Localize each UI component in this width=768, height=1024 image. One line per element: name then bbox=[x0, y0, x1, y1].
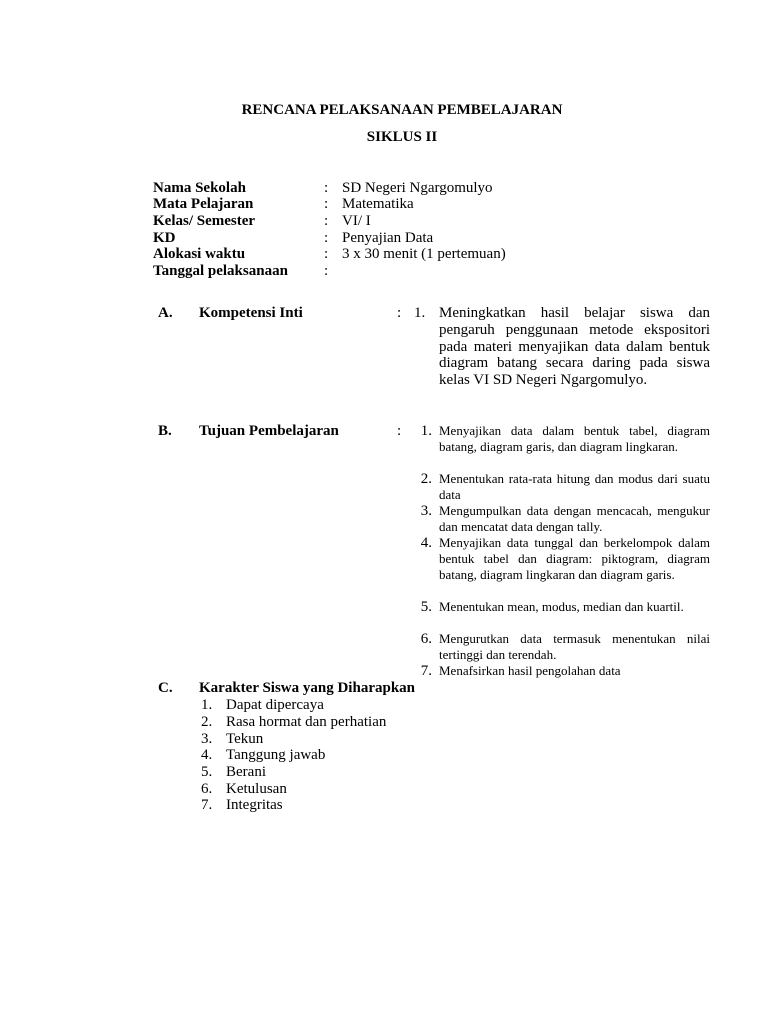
list-number: 6. bbox=[420, 631, 432, 647]
list-number: 1. bbox=[420, 423, 432, 439]
list-item-text: Meningkatkan hasil belajar siswa dan pengaruh penggunaan metode ekspositori pada materi menyajikan data dalam bentuk diagram batang secara daring pada siswa kelas VI SD Negeri Ngargomulyo. bbox=[439, 305, 710, 389]
list-number: 2. bbox=[201, 714, 213, 730]
list-item-text: Ketulusan bbox=[226, 781, 287, 797]
list-item-text: Integritas bbox=[226, 797, 283, 813]
list-item-text: Rasa hormat dan perhatian bbox=[226, 714, 387, 730]
info-label: Alokasi waktu bbox=[153, 246, 246, 262]
section-letter: C. bbox=[158, 680, 173, 696]
section-colon: : bbox=[397, 423, 402, 439]
section-heading: Karakter Siswa yang Diharapkan bbox=[199, 680, 416, 696]
list-number: 2. bbox=[420, 471, 432, 487]
list-number: 1. bbox=[201, 697, 213, 713]
list-item-text: Menentukan rata-rata hitung dan modus dari suatu data bbox=[439, 471, 710, 502]
list-item-text: Menyajikan data dalam bentuk tabel, diagram batang, diagram garis, dan diagram lingkaran. bbox=[439, 423, 710, 454]
info-colon: : bbox=[324, 180, 329, 196]
list-item-text: Tekun bbox=[226, 731, 264, 747]
info-colon: : bbox=[324, 246, 329, 262]
info-colon: : bbox=[324, 213, 329, 229]
list-number: 3. bbox=[201, 731, 213, 747]
section-letter: B. bbox=[158, 423, 172, 439]
info-label: Mata Pelajaran bbox=[153, 196, 254, 212]
list-number: 4. bbox=[420, 535, 432, 551]
info-label: Tanggal pelaksanaan bbox=[153, 263, 288, 279]
list-item-text: Mengurutkan data termasuk menentukan nilai tertinggi dan terendah. bbox=[439, 631, 710, 662]
list-number: 5. bbox=[201, 764, 213, 780]
list-item-text: Mengumpulkan data dengan mencacah, mengukur dan mencatat data dengan tally. bbox=[439, 503, 710, 534]
info-label: Nama Sekolah bbox=[153, 180, 246, 196]
list-number: 3. bbox=[420, 503, 432, 519]
info-value: 3 x 30 menit (1 pertemuan) bbox=[342, 246, 506, 262]
list-item-text: Tanggung jawab bbox=[226, 747, 326, 763]
info-value: SD Negeri Ngargomulyo bbox=[342, 180, 493, 196]
document-subtitle: SIKLUS II bbox=[366, 129, 438, 145]
section-letter: A. bbox=[158, 305, 173, 321]
list-number: 6. bbox=[201, 781, 213, 797]
list-number: 7. bbox=[201, 797, 213, 813]
list-item-text: Menyajikan data tunggal dan berkelompok dalam bentuk tabel dan diagram: piktogram, diagram batang, diagram lingkaran dan diagram garis. bbox=[439, 535, 710, 582]
info-label: KD bbox=[153, 230, 176, 246]
info-colon: : bbox=[324, 196, 329, 212]
list-number: 5. bbox=[420, 599, 432, 615]
section-heading: Tujuan Pembelajaran bbox=[199, 423, 339, 439]
section-heading: Kompetensi Inti bbox=[199, 305, 303, 321]
info-colon: : bbox=[324, 230, 329, 246]
list-number: 7. bbox=[420, 663, 432, 679]
document-title: RENCANA PELAKSANAAN PEMBELAJARAN bbox=[241, 102, 563, 118]
list-item-text: Dapat dipercaya bbox=[226, 697, 324, 713]
info-value: VI/ I bbox=[342, 213, 371, 229]
list-item-text: Berani bbox=[226, 764, 266, 780]
list-item-text: Menentukan mean, modus, median dan kuartil. bbox=[439, 599, 684, 614]
info-label: Kelas/ Semester bbox=[153, 213, 256, 229]
list-number: 4. bbox=[201, 747, 213, 763]
info-colon: : bbox=[324, 263, 329, 279]
list-item-text: Menafsirkan hasil pengolahan data bbox=[439, 663, 621, 678]
list-number: 1. bbox=[414, 305, 426, 321]
info-value: Matematika bbox=[342, 196, 414, 212]
info-value: Penyajian Data bbox=[342, 230, 434, 246]
section-colon: : bbox=[397, 305, 402, 321]
